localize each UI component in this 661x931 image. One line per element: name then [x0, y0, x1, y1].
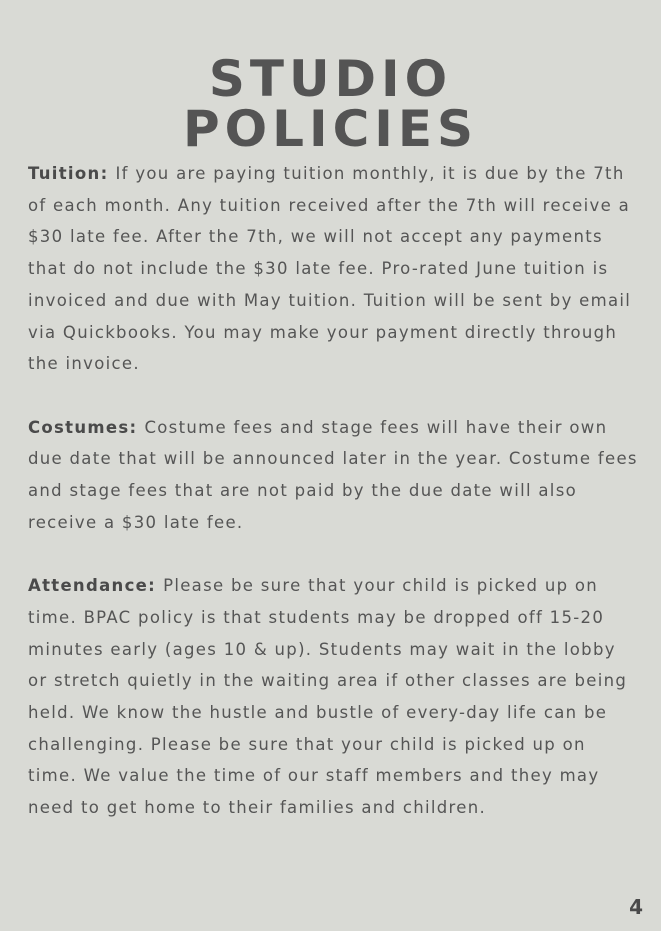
- section-heading: Costumes:: [28, 417, 145, 437]
- title-line-1: STUDIO: [208, 49, 453, 108]
- section-costumes: [28, 412, 638, 539]
- title-line-2: POLICIES: [182, 99, 479, 158]
- section-heading: Attendance:: [28, 576, 164, 596]
- section-tuition: [28, 158, 638, 380]
- section-heading: Tuition:: [28, 164, 116, 183]
- section-body: Costume fees and stage fees will have their own due date that will be announced later in the year. Costume fees and stage fees that are not paid by the due date will also receive a $30 late fee.: [28, 417, 638, 532]
- section-attendance: [28, 570, 638, 824]
- page-number: 4: [629, 895, 643, 919]
- page-title: [0, 49, 661, 158]
- section-body: If you are paying tuition monthly, it is due by the 7th of each month. Any tuition received after the 7th will receive a $30 late fee. After the 7th, we will not accept any payments that do not include the $30 late fee. Pro-rated June tuition is invoiced and due with May tuition. Tuition will be sent by email via Quickbooks. You may make your payment directly through the invoice.: [28, 164, 632, 374]
- policy-content: [28, 158, 638, 855]
- section-body: Please be sure that your child is picked up on time. BPAC policy is that students may be dropped off 15-20 minutes early (ages 10 & up). Students may wait in the lobby or stretch quietly in the waiting area if other classes are being held. We know the hustle and bustle of every-day life can be challenging. Please be sure that your child is picked up on time. We value the time of our staff members and they may need to get home to their families and children.: [28, 576, 628, 818]
